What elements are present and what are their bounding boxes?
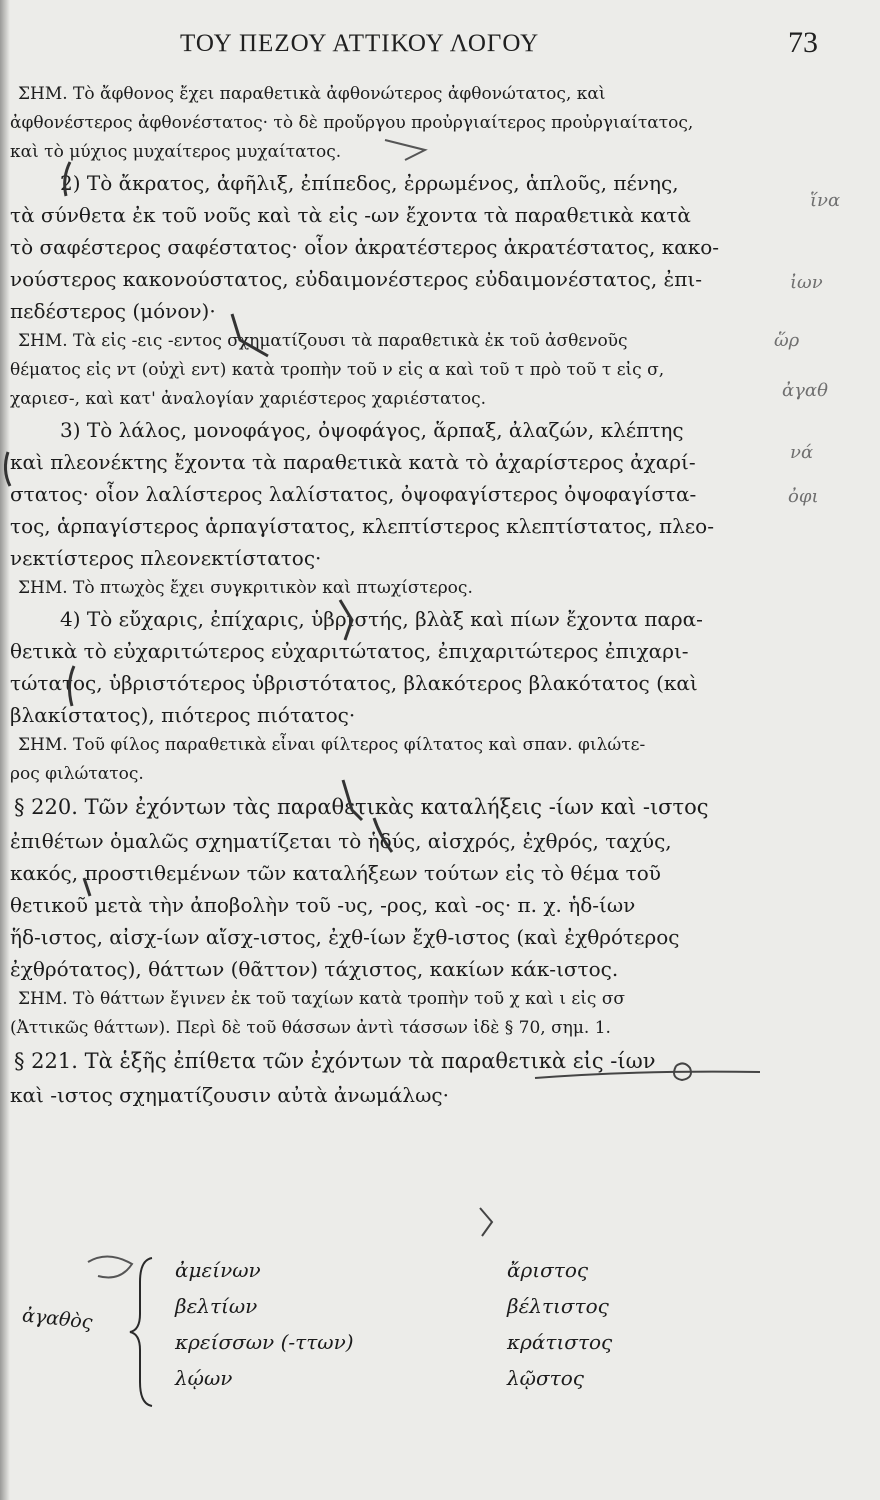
text-line: πεδέστερος (μόνον)· [10, 299, 216, 323]
text-line: 4) Τὸ εὔχαρις, ἐπίχαρις, ὑβριστής, βλὰξ καὶ πίων ἔχοντα παρα- [60, 607, 703, 631]
text-line: θετικοῦ μετὰ τὴν ἀποβολὴν τοῦ -υς, -ρος, καὶ -ος· π. χ. ἡδ-ίων [10, 893, 636, 917]
text-line: τὸ σαφέστερος σαφέστατος· οἷον ἀκρατέστερος ἀκρατέστατος, κακο- [10, 235, 720, 259]
body-text [10, 80, 780, 1111]
text-line: θετικὰ τὸ εὐχαριτώτερος εὐχαριτώτατος, ἐπιχαριτώτερος ἐπιχαρι- [10, 639, 689, 663]
brace-icon [122, 1252, 162, 1412]
text-line: κακός, προστιθεμένων τῶν καταλήξεων τούτων εἰς τὸ θέμα τοῦ [10, 861, 661, 885]
note-line: ΣΗΜ. Τοῦ φίλος παραθετικὰ εἶναι φίλτερος φίλτατος καὶ σπαν. φιλώτε- [18, 735, 646, 755]
note-line: χαριεσ-, καὶ κατ' ἀναλογίαν χαριέστερος χαριέστατος. [10, 389, 487, 409]
comparative-form: ἀμείνων [175, 1258, 261, 1282]
comparative-form: κρείσσων (-ττων) [175, 1330, 354, 1354]
superlatives-column [507, 1252, 707, 1396]
text-line: 2) Τὸ ἄκρατος, ἀφῆλιξ, ἐπίπεδος, ἐρρωμένος, ἁπλοῦς, πένης, [60, 171, 679, 195]
margin-note: ὀφι [788, 486, 819, 507]
note-line: ΣΗΜ. Τὸ θάττων ἔγινεν ἐκ τοῦ ταχίων κατὰ τροπὴν τοῦ χ καὶ ι εἰς σσ [18, 989, 626, 1009]
note-line: καὶ τὸ μύχιος μυχαίτερος μυχαίτατος. [10, 142, 342, 162]
note-line: ρος φιλώτατος. [10, 764, 144, 784]
section-heading-line: § 220. Τῶν ἐχόντων τὰς παραθετικὰς καταλήξεις -ίων καὶ -ιστος [14, 795, 709, 819]
margin-note: ἰων [790, 272, 823, 293]
text-line: νεκτίστερος πλεονεκτίστατος· [10, 546, 322, 570]
margin-note: ἵνα [810, 190, 841, 211]
comparative-form: λῴων [175, 1366, 233, 1390]
text-line: στατος· οἷον λαλίστερος λαλίστατος, ὀψοφαγίστερος ὀψοφαγίστα- [10, 482, 697, 506]
irregular-comparison-table [10, 1252, 780, 1412]
superlative-form: ἄριστος [507, 1258, 589, 1282]
text-line: ἐπιθέτων ὁμαλῶς σχηματίζεται τὸ ἡδύς, αἰσχρός, ἐχθρός, ταχύς, [10, 829, 672, 853]
running-head: ΤΟΥ ΠΕΖΟΥ ΑΤΤΙΚΟΥ ΛΟΓΟΥ [180, 30, 540, 57]
text-line: νούστερος κακονούστατος, εὐδαιμονέστερος εὐδαιμονέστατος, ἐπι- [10, 267, 703, 291]
section-heading-line: § 221. Τὰ ἑξῆς ἐπίθετα τῶν ἐχόντων τὰ παραθετικὰ εἰς -ίων [14, 1049, 656, 1073]
text-line: ἥδ-ιστος, αἰσχ-ίων αἴσχ-ιστος, ἐχθ-ίων ἔχθ-ιστος (καὶ ἐχθρότερος [10, 925, 680, 949]
page-number: 73 [788, 26, 818, 59]
gutter-shadow [0, 0, 10, 1500]
text-line: 3) Τὸ λάλος, μονοφάγος, ὀψοφάγος, ἅρπαξ, ἀλαζών, κλέπτης [60, 418, 684, 442]
page-header [0, 22, 880, 62]
note-line: θέματος εἰς ντ (οὐχὶ εντ) κατὰ τροπὴν τοῦ ν εἰς α καὶ τοῦ τ πρὸ τοῦ τ εἰς σ, [10, 360, 665, 380]
text-line: ἐχθρότατος), θάττων (θᾶττον) τάχιστος, κακίων κάκ-ιστος. [10, 957, 619, 981]
text-line: βλακίστατος), πιότερος πιότατος· [10, 703, 356, 727]
note-line: ἀφθονέστερος ἀφθονέστατος· τὸ δὲ προὔργου προὐργιαίτερος προὐργιαίτατος, [10, 113, 694, 133]
comparative-form: βελτίων [175, 1294, 258, 1318]
text-line: καὶ πλεονέκτης ἔχοντα τὰ παραθετικὰ κατὰ τὸ ἀχαρίστερος ἀχαρί- [10, 450, 696, 474]
note-line: ΣΗΜ. Τὸ ἄφθονος ἔχει παραθετικὰ ἀφθονώτερος ἀφθονώτατος, καὶ [18, 84, 606, 104]
margin-note: ἀγαθ [782, 380, 828, 401]
superlative-form: λῷστος [507, 1366, 584, 1390]
margin-note: νά [790, 442, 814, 463]
positive-form: ἀγαθὸς [21, 1304, 94, 1334]
text-line: τὰ σύνθετα ἐκ τοῦ νοῦς καὶ τὰ εἰς -ων ἔχοντα τὰ παραθετικὰ κατὰ [10, 203, 691, 227]
text-line: τος, ἁρπαγίστερος ἁρπαγίστατος, κλεπτίστερος κλεπτίστατος, πλεο- [10, 514, 714, 538]
handwritten-margin-notes [760, 180, 880, 530]
margin-note: ὥρ [774, 330, 800, 351]
note-line: ΣΗΜ. Τὰ εἰς -εις -εντος σχηματίζουσι τὰ παραθετικὰ ἐκ τοῦ ἀσθενοῦς [18, 331, 628, 351]
comparatives-column [175, 1252, 435, 1396]
text-line: καὶ -ιστος σχηματίζουσιν αὐτὰ ἀνωμάλως· [10, 1083, 449, 1107]
note-line: ΣΗΜ. Τὸ πτωχὸς ἔχει συγκριτικὸν καὶ πτωχίστερος. [18, 578, 473, 598]
superlative-form: κράτιστος [507, 1330, 613, 1354]
note-line: (Ἀττικῶς θάττων). Περὶ δὲ τοῦ θάσσων ἀντὶ τάσσων ἰδὲ § 70, σημ. 1. [10, 1018, 611, 1038]
superlative-form: βέλτιστος [507, 1294, 609, 1318]
text-line: τώτατος, ὑβριστότερος ὑβριστότατος, βλακότερος βλακότατος (καὶ [10, 671, 698, 695]
